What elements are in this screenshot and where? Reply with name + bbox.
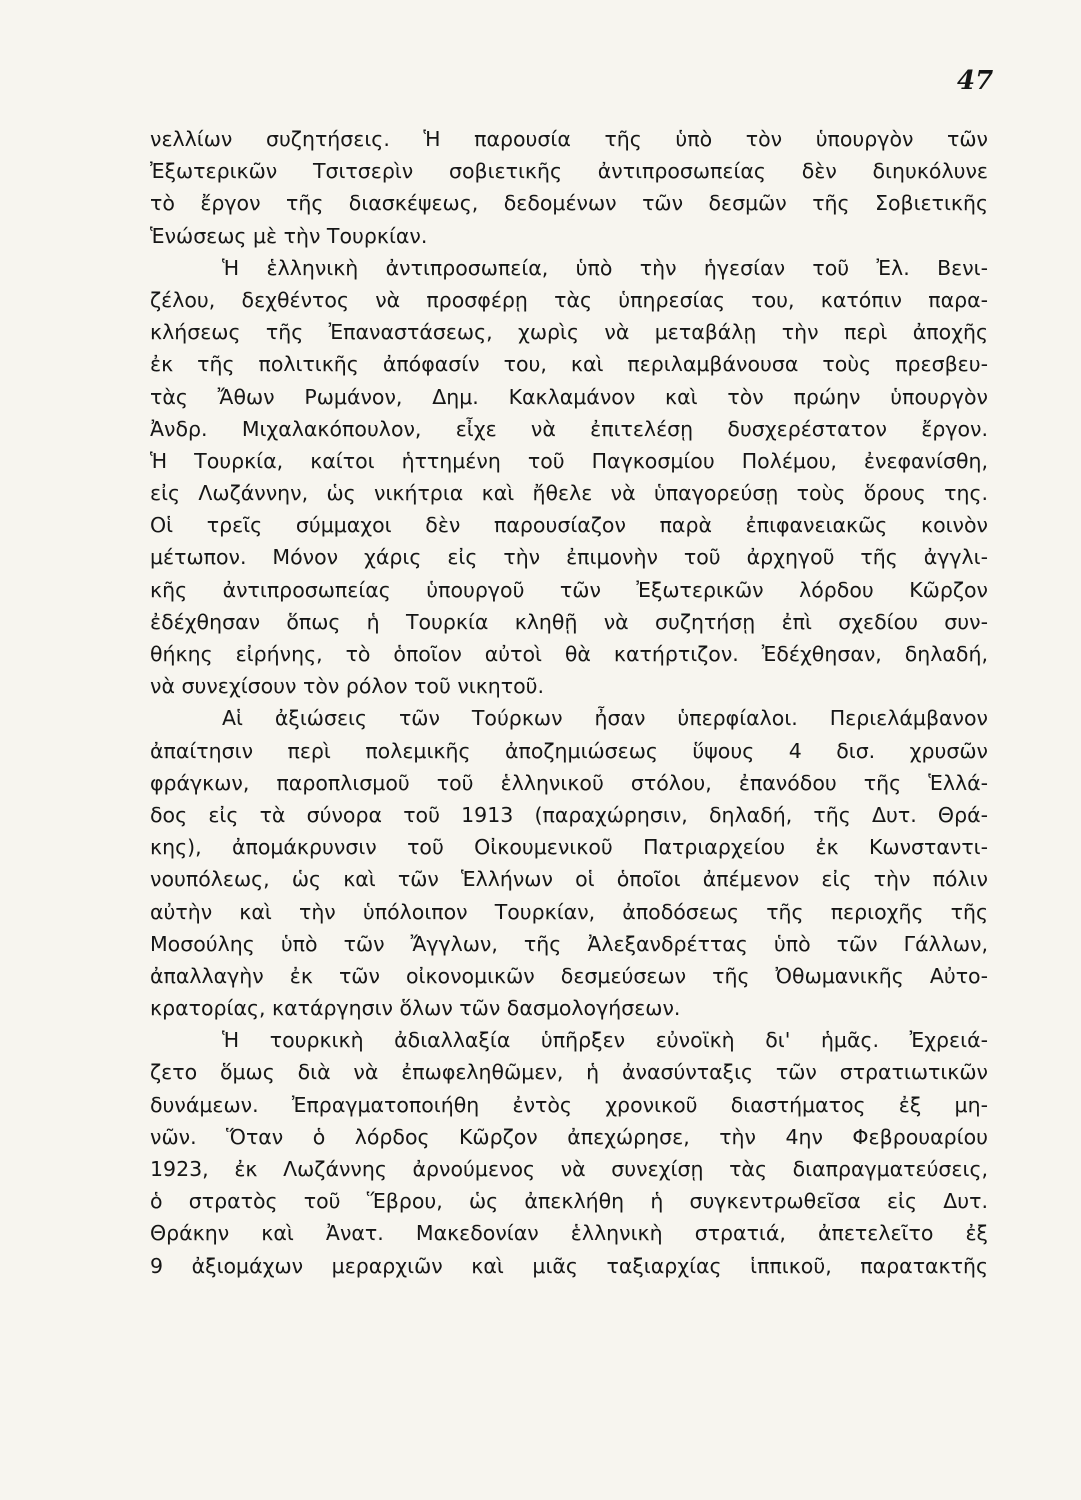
- text-line: νουπόλεως, ὡς καὶ τῶν Ἑλλήνων οἱ ὁποῖοι ἀπέμενον εἰς τὴν πόλιν: [150, 867, 988, 892]
- text-line: θήκης εἰρήνης, τὸ ὁποῖον αὐτοὶ θὰ κατήρτιζον. Ἐδέχθησαν, δηλαδή,: [150, 642, 988, 666]
- text-line: μέτωπον. Μόνον χάρις εἰς τὴν ἐπιμονὴν τοῦ ἀρχηγοῦ τῆς ἀγγλι-: [150, 545, 988, 570]
- text-line: εἰς Λωζάννην, ὡς νικήτρια καὶ ἤθελε νὰ ὑπαγορεύσῃ τοὺς ὅρους της.: [150, 481, 988, 506]
- text-line: αὐτὴν καὶ τὴν ὑπόλοιπον Τουρκίαν, ἀποδόσεως τῆς περιοχῆς τῆς: [150, 899, 988, 924]
- paragraph: [150, 1024, 988, 1282]
- text-line: νελλίων συζητήσεις. Ἡ παρουσία τῆς ὑπὸ τὸν ὑπουργὸν τῶν: [150, 127, 988, 151]
- text-line: ὁ στρατὸς τοῦ Ἕβρου, ὡς ἀπεκλήθη ἡ συγκεντρωθεῖσα εἰς Δυτ.: [150, 1189, 988, 1214]
- text-line: Αἱ ἀξιώσεις τῶν Τούρκων ἦσαν ὑπερφίαλοι. Περιελάμβανον: [222, 706, 988, 731]
- page-number: 47: [957, 66, 994, 96]
- text-line: κῆς ἀντιπροσωπείας ὑπουργοῦ τῶν Ἐξωτερικῶν λόρδου Κῶρζον: [150, 577, 988, 602]
- paragraph: [150, 123, 988, 252]
- text-line: ἐδέχθησαν ὅπως ἡ Τουρκία κληθῇ νὰ συζητήσῃ ἐπὶ σχεδίου συν-: [150, 609, 988, 634]
- text-line: ζετο ὅμως διὰ νὰ ἐπωφεληθῶμεν, ἡ ἀνασύνταξις τῶν στρατιωτικῶν: [150, 1060, 988, 1085]
- text-line: Ἡ ἑλληνικὴ ἀντιπροσωπεία, ὑπὸ τὴν ἡγεσίαν τοῦ Ἐλ. Βενι-: [222, 255, 988, 280]
- text-line: ἀπαίτησιν περὶ πολεμικῆς ἀποζημιώσεως ὕψους 4 δισ. χρυσῶν: [150, 738, 988, 763]
- text-line: Ἡ τουρκικὴ ἀδιαλλαξία ὑπῆρξεν εὐνοϊκὴ δι' ἡμᾶς. Ἐχρειά-: [222, 1028, 988, 1053]
- text-line: κης), ἀπομάκρυνσιν τοῦ Οἰκουμενικοῦ Πατριαρχείου ἐκ Κωνσταντι-: [150, 835, 988, 860]
- text-line: Ἡ Τουρκία, καίτοι ἡττημένη τοῦ Παγκοσμίου Πολέμου, ἐνεφανίσθη,: [150, 448, 988, 473]
- paragraph: [150, 252, 988, 703]
- text-line: κρατορίας, κατάργησιν ὅλων τῶν δασμολογήσεων.: [150, 996, 681, 1021]
- text-line: κλήσεως τῆς Ἐπαναστάσεως, χωρὶς νὰ μεταβάλῃ τὴν περὶ ἀποχῆς: [150, 320, 988, 345]
- text-line: δυνάμεων. Ἐπραγματοποιήθη ἐντὸς χρονικοῦ διαστήματος ἐξ μη-: [150, 1092, 988, 1117]
- text-line: τὸ ἔργον τῆς διασκέψεως, δεδομένων τῶν δεσμῶν τῆς Σοβιετικῆς: [150, 191, 988, 216]
- text-line: 9 ἀξιομάχων μεραρχιῶν καὶ μιᾶς ταξιαρχίας ἱππικοῦ, παρατακτῆς: [150, 1253, 988, 1278]
- text-line: ἀπαλλαγὴν ἐκ τῶν οἰκονομικῶν δεσμεύσεων τῆς Ὀθωμανικῆς Αὐτο-: [150, 963, 988, 988]
- text-line: Θράκην καὶ Ἀνατ. Μακεδονίαν ἑλληνικὴ στρατιά, ἀπετελεῖτο ἐξ: [150, 1221, 988, 1246]
- text-line: δος εἰς τὰ σύνορα τοῦ 1913 (παραχώρησιν, δηλαδή, τῆς Δυτ. Θρά-: [150, 802, 988, 827]
- paragraph: [150, 702, 988, 1024]
- text-line: Ἐξωτερικῶν Τσιτσερὶν σοβιετικῆς ἀντιπροσωπείας δὲν διηυκόλυνε: [150, 159, 988, 184]
- body-text: [150, 123, 988, 1282]
- text-line: νὰ συνεχίσουν τὸν ρόλον τοῦ νικητοῦ.: [150, 674, 545, 699]
- text-line: φράγκων, παροπλισμοῦ τοῦ ἑλληνικοῦ στόλου, ἐπανόδου τῆς Ἑλλά-: [150, 770, 988, 795]
- text-line: Ἀνδρ. Μιχαλακόπουλον, εἶχε νὰ ἐπιτελέσῃ δυσχερέστατον ἔργον.: [150, 416, 988, 441]
- text-line: Οἱ τρεῖς σύμμαχοι δὲν παρουσίαζον παρὰ ἐπιφανειακῶς κοινὸν: [150, 513, 988, 538]
- text-line: νῶν. Ὅταν ὁ λόρδος Κῶρζον ἀπεχώρησε, τὴν 4ην Φεβρουαρίου: [150, 1124, 988, 1149]
- text-line: τὰς Ἄθων Ρωμάνον, Δημ. Κακλαμάνον καὶ τὸν πρώην ὑπουργὸν: [150, 384, 988, 409]
- text-line: ἐκ τῆς πολιτικῆς ἀπόφασίν του, καὶ περιλαμβάνουσα τοὺς πρεσβευ-: [150, 352, 988, 377]
- text-line: 1923, ἐκ Λωζάννης ἀρνούμενος νὰ συνεχίσῃ τὰς διαπραγματεύσεις,: [150, 1157, 988, 1181]
- text-line: ζέλου, δεχθέντος νὰ προσφέρῃ τὰς ὑπηρεσίας του, κατόπιν παρα-: [150, 287, 988, 312]
- text-line: Μοσούλης ὑπὸ τῶν Ἄγγλων, τῆς Ἀλεξανδρέττας ὑπὸ τῶν Γάλλων,: [150, 931, 988, 956]
- text-line: Ἑνώσεως μὲ τὴν Τουρκίαν.: [150, 223, 428, 248]
